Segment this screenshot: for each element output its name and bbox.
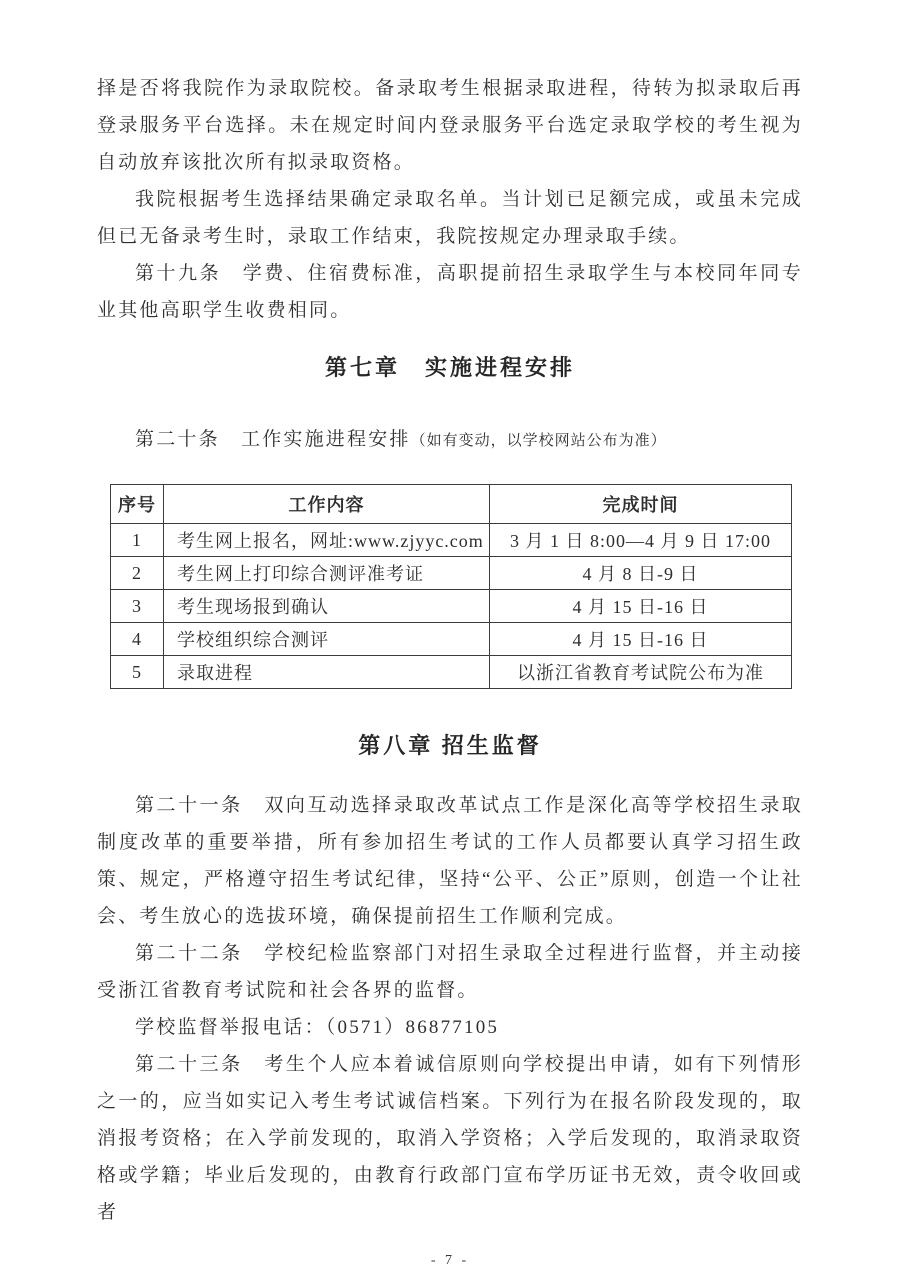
paragraph-article-19: 第十九条 学费、住宿费标准，高职提前招生录取学生与本校同年同专业其他高职学生收费相同。	[97, 263, 803, 321]
cell-time: 4 月 15 日-16 日	[490, 590, 792, 623]
cell-content: 学校组织综合测评	[164, 623, 490, 656]
paragraph-continuation: 择是否将我院作为录取院校。备录取考生根据录取进程，待转为拟录取后再登录服务平台选择。未在规定时间内登录服务平台选定录取学校的考生视为自动放弃该批次所有拟录取资格。	[97, 78, 803, 173]
table-header-row	[111, 485, 792, 524]
cell-seq: 2	[111, 557, 164, 590]
article-20-note: （如有变动，以学校网站公布为准）	[410, 433, 667, 449]
header-completion-time: 完成时间	[490, 485, 792, 524]
header-seq-no: 序号	[111, 485, 164, 524]
cell-seq: 5	[111, 656, 164, 689]
cell-content: 录取进程	[164, 656, 490, 689]
page-number: - 7 -	[430, 1253, 470, 1268]
chapter-8-heading: 第八章 招生监督	[358, 733, 542, 758]
paragraph-article-23: 第二十三条 考生个人应本着诚信原则向学校提出申请，如有下列情形之一的，应当如实记入考生考试诚信档案。下列行为在报名阶段发现的，取消报考资格；在入学前发现的，取消入学资格；入学后发现的，取消录取资格或学籍；毕业后发现的，由教育行政部门宣布学历证书无效，责令收回或者	[97, 1054, 803, 1223]
cell-time: 以浙江省教育考试院公布为准	[490, 656, 792, 689]
paragraph-article-21: 第二十一条 双向互动选择录取改革试点工作是深化高等学校招生录取制度改革的重要举措，所有参加招生考试的工作人员都要认真学习招生政策、规定，严格遵守招生考试纪律，坚持“公平、公正”原则，创造一个让社会、考生放心的选拔环境，确保提前招生工作顺利完成。	[97, 795, 803, 927]
paragraph-supervision-phone: 学校监督举报电话：（0571）86877105	[135, 1017, 500, 1038]
paragraph-admission-list: 我院根据考生选择结果确定录取名单。当计划已足额完成，或虽未完成但已无备录考生时，录取工作结束，我院按规定办理录取手续。	[97, 189, 803, 247]
cell-seq: 3	[111, 590, 164, 623]
article-20-text: 第二十条 工作实施进程安排	[135, 429, 411, 450]
cell-time: 3 月 1 日 8:00—4 月 9 日 17:00	[490, 524, 792, 557]
cell-seq: 4	[111, 623, 164, 656]
cell-content: 考生网上打印综合测评准考证	[164, 557, 490, 590]
chapter-7-heading: 第七章 实施进程安排	[324, 355, 575, 380]
table-row	[111, 557, 792, 590]
table-row	[111, 590, 792, 623]
cell-seq: 1	[111, 524, 164, 557]
cell-content: 考生网上报名，网址:www.zjyyc.com	[164, 524, 490, 557]
table-row	[111, 623, 792, 656]
cell-content: 考生现场报到确认	[164, 590, 490, 623]
cell-time: 4 月 15 日-16 日	[490, 623, 792, 656]
table-row	[111, 524, 792, 557]
cell-time: 4 月 8 日-9 日	[490, 557, 792, 590]
schedule-table	[110, 484, 792, 689]
paragraph-article-22: 第二十二条 学校纪检监察部门对招生录取全过程进行监督，并主动接受浙江省教育考试院和社会各界的监督。	[97, 943, 803, 1001]
header-work-content: 工作内容	[164, 485, 490, 524]
table-row	[111, 656, 792, 689]
paragraph-article-20	[97, 421, 803, 460]
